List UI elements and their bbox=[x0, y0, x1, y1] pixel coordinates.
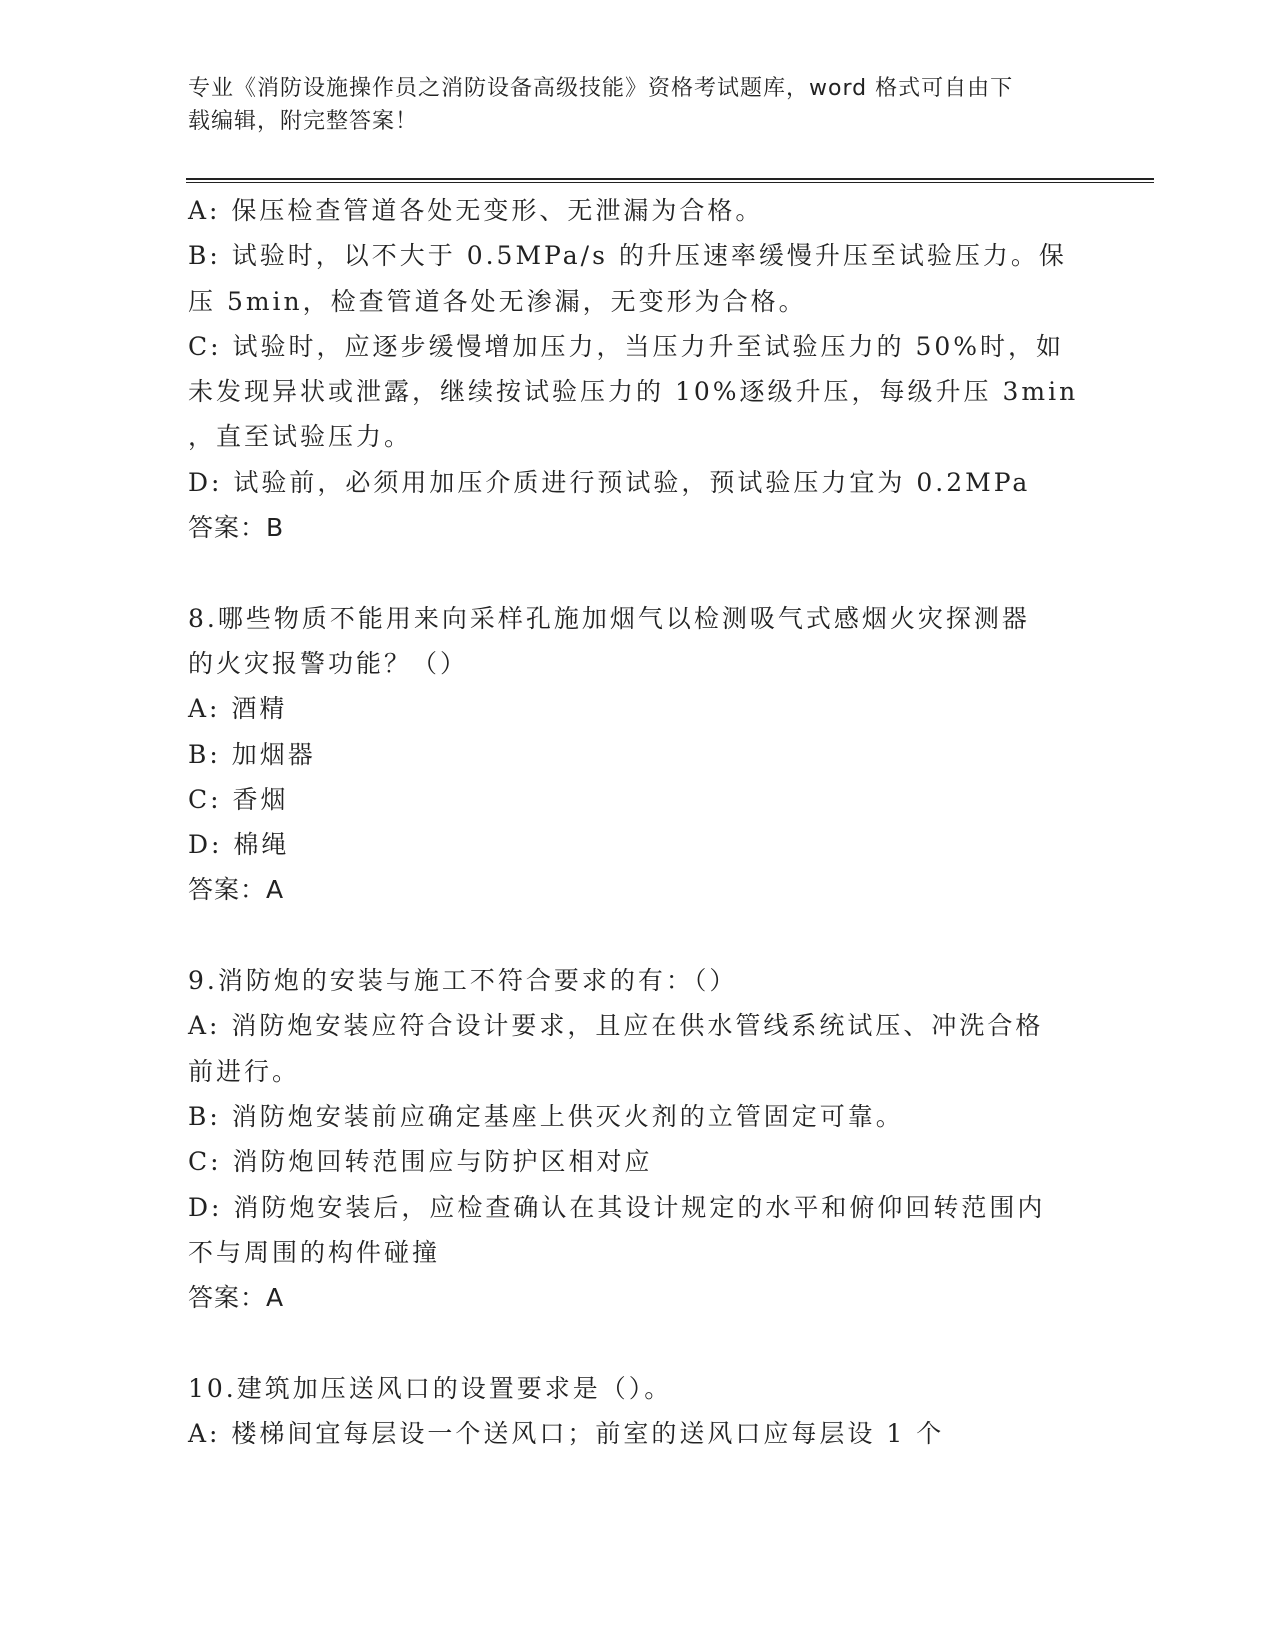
question-stem: 10.建筑加压送风口的设置要求是（）。 bbox=[188, 1373, 673, 1403]
option-b-line-2: 压 5min，检查管道各处无渗漏，无变形为合格。 bbox=[188, 286, 807, 316]
option-c: C: 消防炮回转范围应与防护区相对应 bbox=[188, 1147, 653, 1177]
answer: 答案：A bbox=[188, 1283, 285, 1313]
question-10 bbox=[188, 1366, 1088, 1457]
spacer bbox=[188, 913, 1088, 958]
option-a: A: 酒精 bbox=[188, 694, 288, 724]
document-header bbox=[188, 72, 1068, 138]
question-8 bbox=[188, 596, 1088, 913]
header-divider-thin bbox=[186, 182, 1154, 183]
option-b: B: 加烟器 bbox=[188, 739, 316, 769]
option-a-line-2: 前进行。 bbox=[188, 1056, 301, 1086]
question-7 bbox=[188, 188, 1088, 550]
option-a-line-1: A: 消防炮安装应符合设计要求，且应在供水管线系统试压、冲洗合格 bbox=[188, 1011, 1044, 1041]
spacer bbox=[188, 550, 1088, 595]
question-stem: 9.消防炮的安装与施工不符合要求的有：（） bbox=[188, 966, 738, 996]
option-c-line-1: C: 试验时，应逐步缓慢增加压力，当压力升至试验压力的 50%时，如 bbox=[188, 331, 1065, 361]
header-line-1: 专业《消防设施操作员之消防设备高级技能》资格考试题库，word 格式可自由下 bbox=[188, 76, 1014, 101]
option-d: D: 棉绳 bbox=[188, 830, 290, 860]
question-9 bbox=[188, 958, 1088, 1320]
option-d-line-2: 不与周围的构件碰撞 bbox=[188, 1237, 441, 1267]
option-b: B: 消防炮安装前应确定基座上供灭火剂的立管固定可靠。 bbox=[188, 1101, 904, 1131]
option-c: C: 香烟 bbox=[188, 784, 289, 814]
question-body bbox=[188, 188, 1088, 1456]
answer: 答案：A bbox=[188, 875, 285, 905]
option-d-line-1: D: 消防炮安装后，应检查确认在其设计规定的水平和俯仰回转范围内 bbox=[188, 1192, 1046, 1222]
option-c-line-2: 未发现异状或泄露，继续按试验压力的 10%逐级升压，每级升压 3min bbox=[188, 377, 1079, 407]
option-a: A: 楼梯间宜每层设一个送风口；前室的送风口应每层设 1 个 bbox=[188, 1419, 945, 1449]
option-b-line-1: B: 试验时，以不大于 0.5MPa/s 的升压速率缓慢升压至试验压力。保 bbox=[188, 241, 1067, 271]
option-a: A: 保压检查管道各处无变形、无泄漏为合格。 bbox=[188, 196, 764, 225]
question-stem-line-1: 8.哪些物质不能用来向采样孔施加烟气以检测吸气式感烟火灾探测器 bbox=[188, 603, 1030, 633]
answer: 答案：B bbox=[188, 513, 285, 543]
question-stem-line-2: 的火灾报警功能？（） bbox=[188, 648, 469, 678]
spacer bbox=[188, 1320, 1088, 1365]
header-divider-thick bbox=[186, 178, 1154, 180]
option-c-line-3: ，直至试验压力。 bbox=[188, 422, 413, 452]
header-line-2: 载编辑，附完整答案！ bbox=[188, 109, 419, 134]
option-d: D: 试验前，必须用加压介质进行预试验，预试验压力宜为 0.2MPa bbox=[188, 467, 1031, 497]
